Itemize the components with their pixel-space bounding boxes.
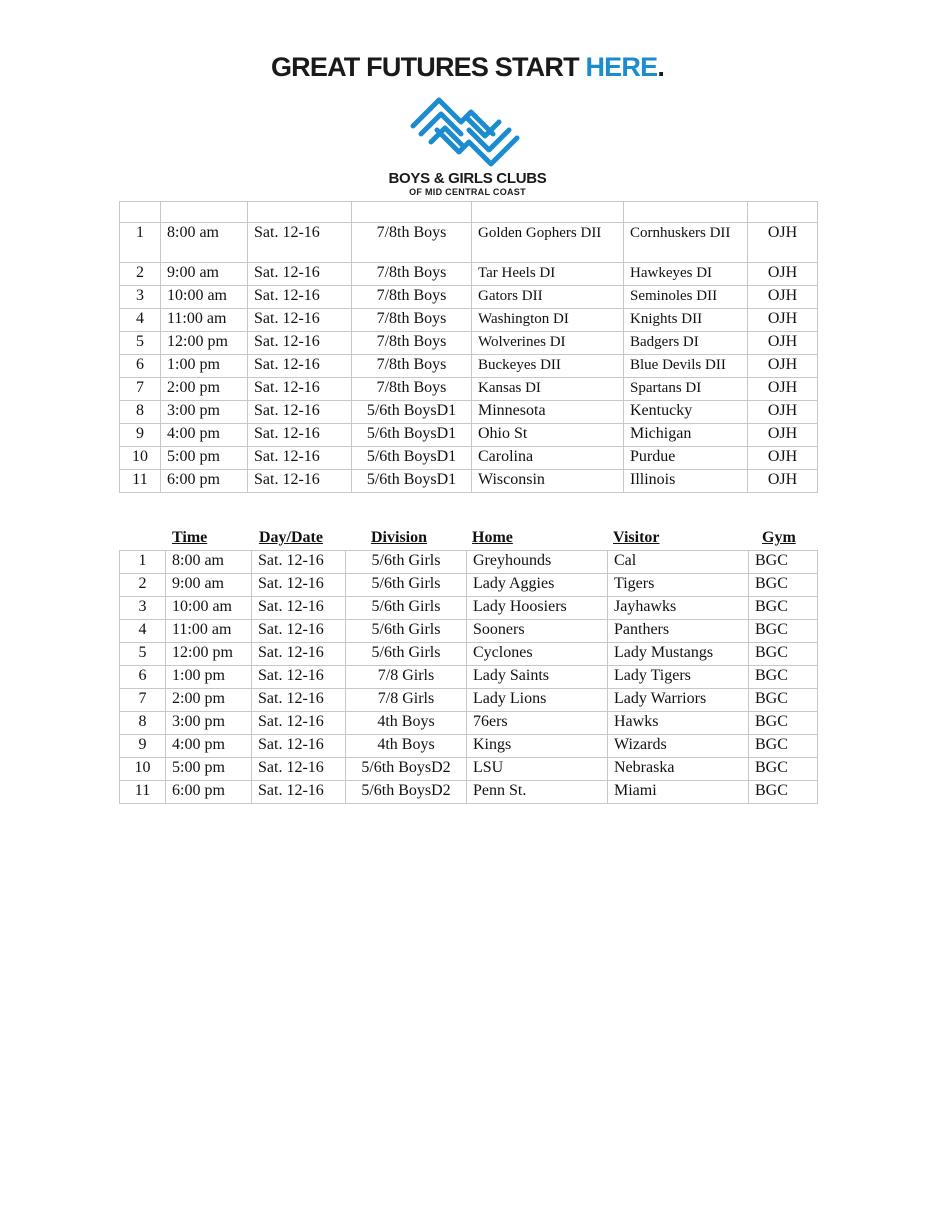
visitor-team-cell: Tigers: [608, 574, 749, 597]
time-cell: 8:00 am: [166, 551, 252, 574]
date-cell: Sat. 12-16: [252, 620, 346, 643]
division-cell: 5/6th BoysD1: [352, 447, 472, 470]
table-row: [120, 735, 818, 758]
table-row: [120, 332, 818, 355]
gym-cell: OJH: [748, 378, 818, 401]
table-row: [120, 666, 818, 689]
gym-cell: OJH: [748, 263, 818, 286]
game-number-cell: 8: [120, 712, 166, 735]
visitor-team-cell: Illinois: [624, 470, 748, 493]
date-cell: Sat. 12-16: [248, 355, 352, 378]
gym-cell: BGC: [749, 758, 818, 781]
division-cell: 5/6th Girls: [346, 574, 467, 597]
table-row: [120, 263, 818, 286]
game-number-cell: 5: [120, 332, 161, 355]
home-team-cell: Tar Heels DI: [472, 263, 624, 286]
visitor-team-cell: Cal: [608, 551, 749, 574]
game-number-cell: 7: [120, 378, 161, 401]
date-cell: Sat. 12-16: [248, 447, 352, 470]
visitor-team-cell: Jayhawks: [608, 597, 749, 620]
table-row: [120, 223, 818, 263]
org-subtitle: OF MID CENTRAL COAST: [409, 187, 526, 197]
time-cell: 10:00 am: [166, 597, 252, 620]
visitor-team-cell: Purdue: [624, 447, 748, 470]
table-row: [120, 401, 818, 424]
home-team-cell: Cyclones: [467, 643, 608, 666]
gym-cell: OJH: [748, 332, 818, 355]
gym-cell: OJH: [748, 447, 818, 470]
visitor-team-cell: Wizards: [608, 735, 749, 758]
division-cell: 7/8th Boys: [352, 263, 472, 286]
gym-cell: OJH: [748, 424, 818, 447]
table-row: [120, 781, 818, 804]
division-cell: 5/6th Girls: [346, 551, 467, 574]
division-cell: 7/8 Girls: [346, 689, 467, 712]
division-cell: 7/8th Boys: [352, 378, 472, 401]
date-cell: Sat. 12-16: [252, 666, 346, 689]
time-cell: 9:00 am: [166, 574, 252, 597]
date-cell: Sat. 12-16: [252, 712, 346, 735]
visitor-team-cell: Seminoles DII: [624, 286, 748, 309]
division-cell: 5/6th Girls: [346, 620, 467, 643]
header-day-date: Day/Date: [259, 529, 323, 546]
gym-cell: BGC: [749, 689, 818, 712]
bgc-schedule-table: [119, 550, 818, 804]
gym-cell: OJH: [748, 470, 818, 493]
visitor-team-cell: Lady Mustangs: [608, 643, 749, 666]
division-cell: 7/8 Girls: [346, 666, 467, 689]
gym-cell: BGC: [749, 712, 818, 735]
home-team-cell: Carolina: [472, 447, 624, 470]
time-cell: 6:00 pm: [161, 470, 248, 493]
header-division: Division: [371, 529, 428, 546]
table-row: [120, 620, 818, 643]
tagline-end: .: [657, 52, 665, 82]
home-team-cell: Kansas DI: [472, 378, 624, 401]
gym-cell: OJH: [748, 223, 818, 263]
date-cell: Sat. 12-16: [248, 263, 352, 286]
time-cell: 2:00 pm: [166, 689, 252, 712]
header-visitor: Visitor: [613, 529, 660, 546]
date-cell: Sat. 12-16: [248, 401, 352, 424]
time-cell: 12:00 pm: [161, 332, 248, 355]
home-team-cell: Lady Lions: [467, 689, 608, 712]
date-cell: Sat. 12-16: [252, 643, 346, 666]
home-team-cell: Washington DI: [472, 309, 624, 332]
visitor-team-cell: Badgers DI: [624, 332, 748, 355]
home-team-cell: Minnesota: [472, 401, 624, 424]
header-home: Home: [472, 529, 513, 546]
division-cell: 7/8th Boys: [352, 355, 472, 378]
visitor-team-cell: Hawks: [608, 712, 749, 735]
visitor-team-cell: Miami: [608, 781, 749, 804]
game-number-cell: 2: [120, 263, 161, 286]
table-row: [120, 355, 818, 378]
game-number-cell: 8: [120, 401, 161, 424]
table-row: [120, 309, 818, 332]
home-team-cell: Buckeyes DII: [472, 355, 624, 378]
table-row: [120, 378, 818, 401]
home-team-cell: Lady Aggies: [467, 574, 608, 597]
tagline-main: GREAT FUTURES START: [270, 52, 586, 82]
home-team-cell: Greyhounds: [467, 551, 608, 574]
division-cell: 5/6th BoysD2: [346, 781, 467, 804]
tagline-accent: HERE: [585, 52, 658, 82]
gym-cell: OJH: [748, 355, 818, 378]
home-team-cell: Ohio St: [472, 424, 624, 447]
date-cell: Sat. 12-16: [252, 735, 346, 758]
bgc-hands-logo-icon: [405, 96, 525, 168]
game-number-cell: 1: [120, 551, 166, 574]
visitor-team-cell: Blue Devils DII: [624, 355, 748, 378]
time-cell: 10:00 am: [161, 286, 248, 309]
table-row: [120, 447, 818, 470]
gym-cell: OJH: [748, 401, 818, 424]
time-cell: 2:00 pm: [161, 378, 248, 401]
table-row: [120, 470, 818, 493]
visitor-team-cell: Cornhuskers DII: [624, 223, 748, 263]
game-number-cell: 11: [120, 470, 161, 493]
gym-cell: BGC: [749, 643, 818, 666]
org-name: BOYS & GIRLS CLUBS: [388, 170, 547, 187]
gym-cell: BGC: [749, 666, 818, 689]
date-cell: Sat. 12-16: [252, 597, 346, 620]
division-cell: 4th Boys: [346, 735, 467, 758]
header-gym: Gym: [762, 529, 796, 546]
visitor-team-cell: Lady Warriors: [608, 689, 749, 712]
date-cell: Sat. 12-16: [248, 424, 352, 447]
home-team-cell: Lady Hoosiers: [467, 597, 608, 620]
division-cell: 7/8th Boys: [352, 309, 472, 332]
table-row: [120, 758, 818, 781]
date-cell: Sat. 12-16: [252, 781, 346, 804]
game-number-cell: 9: [120, 735, 166, 758]
header-time: Time: [172, 529, 208, 546]
game-number-cell: 10: [120, 758, 166, 781]
time-cell: 3:00 pm: [161, 401, 248, 424]
date-cell: Sat. 12-16: [248, 378, 352, 401]
gym-cell: BGC: [749, 735, 818, 758]
game-number-cell: 5: [120, 643, 166, 666]
visitor-team-cell: Spartans DI: [624, 378, 748, 401]
game-number-cell: 4: [120, 309, 161, 332]
home-team-cell: LSU: [467, 758, 608, 781]
game-number-cell: 6: [120, 666, 166, 689]
division-cell: 7/8th Boys: [352, 286, 472, 309]
oj-schedule-table: [119, 201, 818, 493]
game-number-cell: 6: [120, 355, 161, 378]
time-cell: 5:00 pm: [161, 447, 248, 470]
date-cell: Sat. 12-16: [252, 758, 346, 781]
game-number-cell: 1: [120, 223, 161, 263]
home-team-cell: Penn St.: [467, 781, 608, 804]
time-cell: 4:00 pm: [161, 424, 248, 447]
visitor-team-cell: Knights DII: [624, 309, 748, 332]
gym-cell: BGC: [749, 551, 818, 574]
visitor-team-cell: Hawkeyes DI: [624, 263, 748, 286]
gym-cell: OJH: [748, 286, 818, 309]
gym-cell: BGC: [749, 620, 818, 643]
division-cell: 5/6th Girls: [346, 643, 467, 666]
date-cell: Sat. 12-16: [248, 309, 352, 332]
division-cell: 5/6th BoysD1: [352, 424, 472, 447]
date-cell: Sat. 12-16: [252, 551, 346, 574]
visitor-team-cell: Kentucky: [624, 401, 748, 424]
division-cell: 5/6th BoysD2: [346, 758, 467, 781]
home-team-cell: Golden Gophers DII: [472, 223, 624, 263]
gym-cell: BGC: [749, 781, 818, 804]
date-cell: Sat. 12-16: [248, 332, 352, 355]
game-number-cell: 3: [120, 597, 166, 620]
table-row: [120, 597, 818, 620]
home-team-cell: 76ers: [467, 712, 608, 735]
time-cell: 1:00 pm: [161, 355, 248, 378]
time-cell: 11:00 am: [166, 620, 252, 643]
time-cell: 5:00 pm: [166, 758, 252, 781]
gym-cell: BGC: [749, 597, 818, 620]
tagline: [0, 52, 935, 83]
table-row: [120, 286, 818, 309]
gym-cell: BGC: [749, 574, 818, 597]
table-row: [120, 551, 818, 574]
home-team-cell: Sooners: [467, 620, 608, 643]
table-row: [120, 712, 818, 735]
table-row: [120, 689, 818, 712]
division-cell: 4th Boys: [346, 712, 467, 735]
game-number-cell: 10: [120, 447, 161, 470]
game-number-cell: 4: [120, 620, 166, 643]
game-number-cell: 11: [120, 781, 166, 804]
game-number-cell: 9: [120, 424, 161, 447]
date-cell: Sat. 12-16: [248, 223, 352, 263]
time-cell: 12:00 pm: [166, 643, 252, 666]
division-cell: 7/8th Boys: [352, 332, 472, 355]
table-row: [120, 643, 818, 666]
home-team-cell: Kings: [467, 735, 608, 758]
division-cell: 5/6th BoysD1: [352, 401, 472, 424]
game-number-cell: 7: [120, 689, 166, 712]
time-cell: 3:00 pm: [166, 712, 252, 735]
game-number-cell: 3: [120, 286, 161, 309]
division-cell: 5/6th BoysD1: [352, 470, 472, 493]
table-header-row-empty: [120, 202, 818, 223]
time-cell: 11:00 am: [161, 309, 248, 332]
home-team-cell: Lady Saints: [467, 666, 608, 689]
date-cell: Sat. 12-16: [248, 286, 352, 309]
visitor-team-cell: Michigan: [624, 424, 748, 447]
visitor-team-cell: Panthers: [608, 620, 749, 643]
table-row: [120, 424, 818, 447]
time-cell: 8:00 am: [161, 223, 248, 263]
gym-cell: OJH: [748, 309, 818, 332]
visitor-team-cell: Nebraska: [608, 758, 749, 781]
time-cell: 1:00 pm: [166, 666, 252, 689]
visitor-team-cell: Lady Tigers: [608, 666, 749, 689]
home-team-cell: Wisconsin: [472, 470, 624, 493]
table-row: [120, 574, 818, 597]
home-team-cell: Wolverines DI: [472, 332, 624, 355]
date-cell: Sat. 12-16: [248, 470, 352, 493]
date-cell: Sat. 12-16: [252, 574, 346, 597]
game-number-cell: 2: [120, 574, 166, 597]
time-cell: 9:00 am: [161, 263, 248, 286]
division-cell: 5/6th Girls: [346, 597, 467, 620]
division-cell: 7/8th Boys: [352, 223, 472, 263]
home-team-cell: Gators DII: [472, 286, 624, 309]
date-cell: Sat. 12-16: [252, 689, 346, 712]
time-cell: 4:00 pm: [166, 735, 252, 758]
time-cell: 6:00 pm: [166, 781, 252, 804]
